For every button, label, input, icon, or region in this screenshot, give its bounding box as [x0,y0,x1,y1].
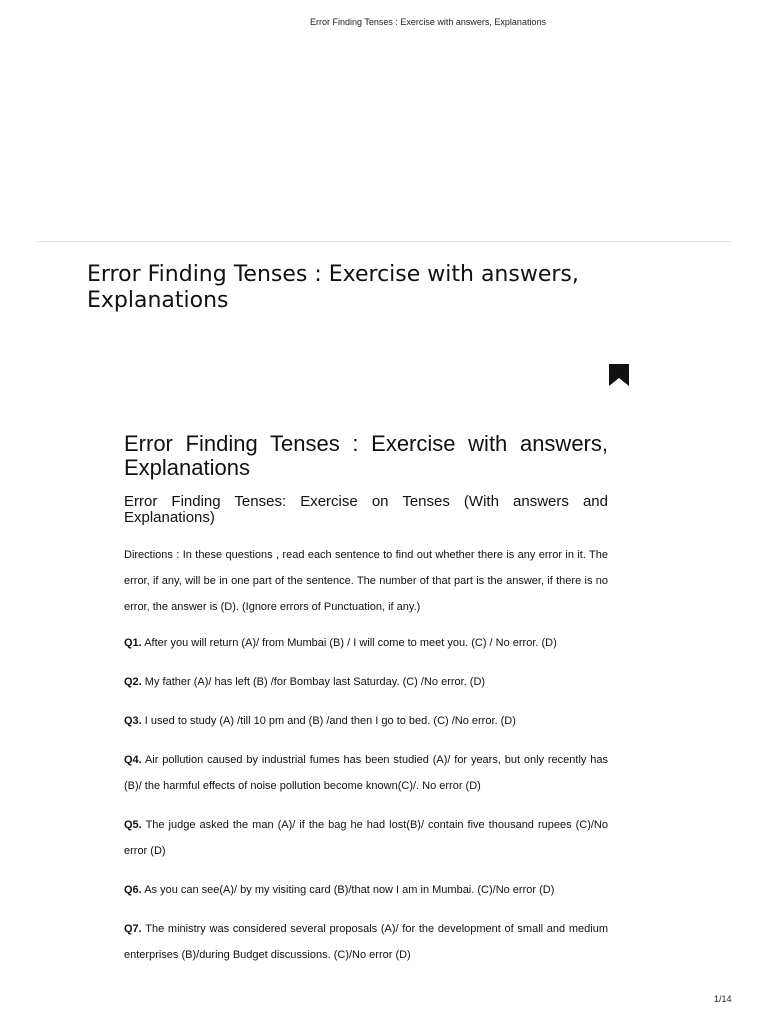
question-item [124,812,608,864]
question-number: Q4. [124,754,142,766]
article-title: Error Finding Tenses : Exercise with answers, Explanations [124,431,608,480]
question-text: My father (A)/ has left (B) /for Bombay last Saturday. (C) /No error. (D) [144,676,486,688]
question-text: As you can see(A)/ by my visiting card (B)/that now I am in Mumbai. (C)/No error (D) [144,884,555,896]
question-item [124,630,608,656]
question-text: After you will return (A)/ from Mumbai (B) / I will come to meet you. (C) / No error. (D) [144,637,557,649]
article-subtitle: Error Finding Tenses: Exercise on Tenses (With answers and Explanations) [124,493,608,526]
question-item [124,877,608,903]
question-text: The judge asked the man (A)/ if the bag he had lost(B)/ contain five thousand rupees (C)/No error (D) [124,819,608,857]
question-text: I used to study (A) /till 10 pm and (B) /and then I go to bed. (C) /No error. (D) [144,715,516,727]
article [124,432,608,968]
page-title: Error Finding Tenses : Exercise with answers, Explanations [87,262,579,313]
divider [37,241,732,242]
question-item [124,669,608,695]
bookmark-icon[interactable] [609,364,629,386]
print-header: Error Finding Tenses : Exercise with answers, Explanations [310,17,546,27]
question-item [124,708,608,734]
question-item [124,747,608,799]
question-item [124,916,608,968]
question-text: Air pollution caused by industrial fumes has been studied (A)/ for years, but only recently has (B)/ the harmful effects of noise pollution become known(C)/. No error (D) [124,754,608,792]
page-number: 1/14 [714,994,732,1004]
question-number: Q2. [124,676,142,688]
question-number: Q3. [124,715,142,727]
question-number: Q7. [124,923,142,935]
question-number: Q6. [124,884,142,896]
question-number: Q1. [124,637,142,649]
directions-text: Directions : In these questions , read each sentence to find out whether there is any error in it. The error, if any, will be in one part of the sentence. The number of that part is the answer, if there is no error, the answer is (D). (Ignore errors of Punctuation, if any.) [124,549,608,613]
question-text: The ministry was considered several proposals (A)/ for the development of small and medium enterprises (B)/during Budget discussions. (C)/No error (D) [124,923,608,961]
question-number: Q5. [124,819,142,831]
